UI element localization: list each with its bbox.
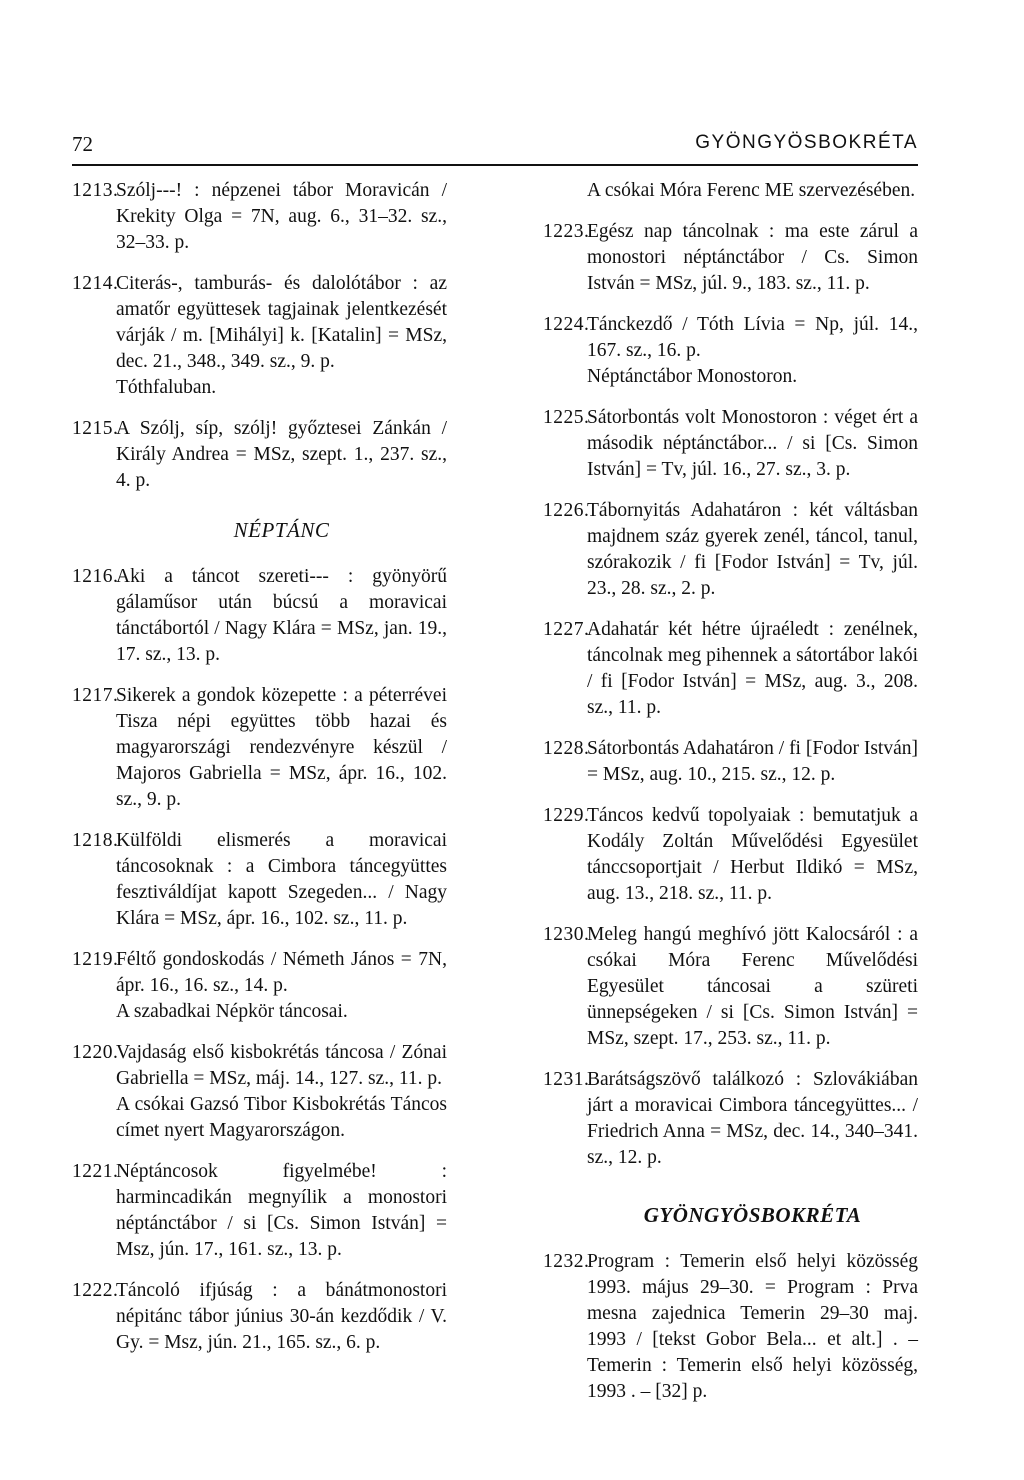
page-header xyxy=(72,128,918,164)
entry-text xyxy=(587,312,918,390)
entry-number: 1214. xyxy=(72,273,119,294)
entry-citation: Külföldi elismerés a moravicai táncosoknak : a Cimbora táncegyüttes fesztiváldíjat kapott Szegeden... / Nagy Klára = MSz, ápr. 16., 102. sz., 11. p. xyxy=(116,830,447,929)
entry-text xyxy=(116,271,447,401)
entry-text xyxy=(587,498,918,602)
entry-citation: Aki a táncot szereti--- : gyönyörű gálaműsor után búcsú a moravicai tánctábortól / Nagy Klára = MSz, jan. 19., 17. sz., 13. p. xyxy=(116,566,447,665)
entry-text xyxy=(587,736,918,788)
bibliography-entry xyxy=(72,947,447,1025)
bibliography-entry xyxy=(543,219,918,297)
left-entries-top xyxy=(72,178,447,494)
entry-number: 1213. xyxy=(72,180,119,201)
entry-text xyxy=(116,1040,447,1144)
entry-text xyxy=(587,1249,918,1405)
entry-text xyxy=(587,617,918,721)
entry-citation: Sátorbontás Adahatáron / fi [Fodor István] = MSz, aug. 10., 215. sz., 12. p. xyxy=(587,738,918,785)
right-column xyxy=(543,178,918,1420)
entry-number: 1225. xyxy=(543,407,590,428)
entry-citation: Féltő gondoskodás / Németh János = 7N, ápr. 16., 16. sz., 14. p. xyxy=(116,949,447,996)
entry-number: 1230. xyxy=(543,924,590,945)
entry-citation: Vajdaság első kisbokrétás táncosa / Zónai Gabriella = MSz, máj. 14., 127. sz., 11. p. xyxy=(116,1042,447,1089)
entry-number: 1232. xyxy=(543,1251,590,1272)
entry-citation: Tábornyitás Adahatáron : két váltásban majdnem száz gyerek zenél, táncol, tanul, szórakozik / fi [Fodor István] = Tv, júl. 23., 28. sz., 2. p. xyxy=(587,500,918,599)
entry-number: 1229. xyxy=(543,805,590,826)
entry-number: 1216. xyxy=(72,566,119,587)
right-entries-bottom xyxy=(543,1249,918,1405)
entry-number: 1222. xyxy=(72,1280,119,1301)
entry-text xyxy=(587,922,918,1052)
entry-number: 1227. xyxy=(543,619,590,640)
page xyxy=(72,128,918,1448)
left-column xyxy=(72,178,447,1420)
entry-text xyxy=(116,178,447,256)
entry-number: 1223. xyxy=(543,221,590,242)
entry-citation: A Szólj, síp, szólj! győztesei Zánkán / Király Andrea = MSz, szept. 1., 237. sz., 4. p. xyxy=(116,418,447,491)
bibliography-entry xyxy=(72,828,447,932)
entry-number: 1228. xyxy=(543,738,590,759)
entry-number: 1215. xyxy=(72,418,119,439)
entry-number: 1221. xyxy=(72,1161,119,1182)
bibliography-entry xyxy=(72,1278,447,1356)
bibliography-entry xyxy=(543,922,918,1052)
entry-annotation: A szabadkai Népkör táncosai. xyxy=(116,1001,348,1022)
entry-text xyxy=(587,1067,918,1171)
running-title: GYÖNGYÖSBOKRÉTA xyxy=(695,132,918,153)
entry-number: 1217. xyxy=(72,685,119,706)
bibliography-entry xyxy=(543,1067,918,1171)
entry-citation: Citerás-, tamburás- és dalolótábor : az amatőr együttesek tagjainak jelentkezését várják / m. [Mihályi] k. [Katalin] = MSz, dec. 21., 348., 349. sz., 9. p. xyxy=(116,273,447,372)
page-number: 72 xyxy=(72,132,93,156)
bibliography-entry xyxy=(72,683,447,813)
entry-text xyxy=(116,947,447,1025)
bibliography-entry xyxy=(72,178,447,256)
bibliography-entry xyxy=(543,617,918,721)
columns xyxy=(72,178,918,1420)
entry-text xyxy=(587,405,918,483)
entry-citation: Barátságszövő találkozó : Szlovákiában járt a moravicai Cimbora táncegyüttes... / Friedrich Anna = MSz, dec. 14., 340–341. sz., 12. p. xyxy=(587,1069,918,1168)
entry-annotation: A csókai Gazsó Tibor Kisbokrétás Táncos címet nyert Magyarországon. xyxy=(116,1094,447,1141)
entry-citation: Program : Temerin első helyi közösség 1993. május 29–30. = Program : Prva mesna zajednica Temerin 29–30 maj. 1993 / [tekst Gobor Bela... et alt.] . – Temerin : Temerin első helyi közösség, 1993 . – [32] p. xyxy=(587,1251,918,1402)
entry-number: 1226. xyxy=(543,500,590,521)
bibliography-entry xyxy=(72,271,447,401)
entry-citation: Sátorbontás volt Monostoron : véget ért a második néptánctábor... / si [Cs. Simon István] = Tv, júl. 16., 27. sz., 3. p. xyxy=(587,407,918,480)
entry-citation: Szólj---! : népzenei tábor Moravicán / Krekity Olga = 7N, aug. 6., 31–32. sz., 32–33. p. xyxy=(116,180,447,253)
entry-citation: Meleg hangú meghívó jött Kalocsáról : a csókai Móra Ferenc Művelődési Egyesület táncosai a szüreti ünnepségeken / si [Cs. Simon István] = MSz, szept. 17., 253. sz., 11. p. xyxy=(587,924,918,1049)
entry-citation: Tánckezdő / Tóth Lívia = Np, júl. 14., 167. sz., 16. p. xyxy=(587,314,918,361)
bibliography-entry xyxy=(72,416,447,494)
bibliography-entry xyxy=(72,564,447,668)
continuation-text: A csókai Móra Ferenc ME szervezésében. xyxy=(587,180,916,201)
entry-citation: Néptáncosok figyelmébe! : harmincadikán megnyílik a monostori néptánctábor / si [Cs. Simon István] = Msz, jún. 17., 161. sz., 13. p. xyxy=(116,1161,447,1260)
bibliography-entry xyxy=(543,405,918,483)
entry-citation: Adahatár két hétre újraéledt : zenélnek, táncolnak meg pihennek a sátortábor lakói / fi [Fodor István] = MSz, aug. 3., 208. sz., 11. p. xyxy=(587,619,918,718)
entry-number: 1219. xyxy=(72,949,119,970)
section-heading-neptanc: NÉPTÁNC xyxy=(233,518,330,542)
bibliography-entry xyxy=(72,1159,447,1263)
entry-text xyxy=(116,1159,447,1263)
entry-annotation: Néptánctábor Monostoron. xyxy=(587,366,798,387)
entry-text xyxy=(587,803,918,907)
entry-text xyxy=(116,1278,447,1356)
entry-number: 1220. xyxy=(72,1042,119,1063)
left-entries-bottom xyxy=(72,564,447,1356)
entry-text xyxy=(116,683,447,813)
entry-number: 1231. xyxy=(543,1069,590,1090)
entry-number: 1218. xyxy=(72,830,119,851)
header-rule xyxy=(72,164,918,166)
bibliography-entry xyxy=(543,803,918,907)
bibliography-entry xyxy=(543,312,918,390)
right-entries-top xyxy=(543,219,918,1171)
entry-text xyxy=(116,828,447,932)
entry-text xyxy=(587,219,918,297)
entry-number: 1224. xyxy=(543,314,590,335)
entry-text xyxy=(116,416,447,494)
entry-citation: Egész nap táncolnak : ma este zárul a monostori néptánctábor / Cs. Simon István = MSz, júl. 9., 183. sz., 11. p. xyxy=(587,221,918,294)
entry-citation: Sikerek a gondok közepette : a péterrévei Tisza népi együttes több hazai és magyarországi rendezvényre készül / Majoros Gabriella = MSz, ápr. 16., 102. sz., 9. p. xyxy=(116,685,447,810)
section-heading-gyongyosbokreta: GYÖNGYÖSBOKRÉTA xyxy=(643,1203,862,1227)
entry-citation: Táncoló ifjúság : a bánátmonostori népitánc tábor június 30-án kezdődik / V. Gy. = Msz, jún. 21., 165. sz., 6. p. xyxy=(116,1280,447,1353)
entry-citation: Táncos kedvű topolyaiak : bemutatjuk a Kodály Zoltán Művelődési Egyesület tánccsoportjait / Herbut Ildikó = MSz, aug. 13., 218. sz., 11. p. xyxy=(587,805,918,904)
bibliography-entry xyxy=(543,736,918,788)
bibliography-entry xyxy=(543,1249,918,1405)
entry-text xyxy=(116,564,447,668)
entry-annotation: Tóthfaluban. xyxy=(116,377,217,398)
bibliography-entry xyxy=(72,1040,447,1144)
bibliography-entry xyxy=(543,498,918,602)
